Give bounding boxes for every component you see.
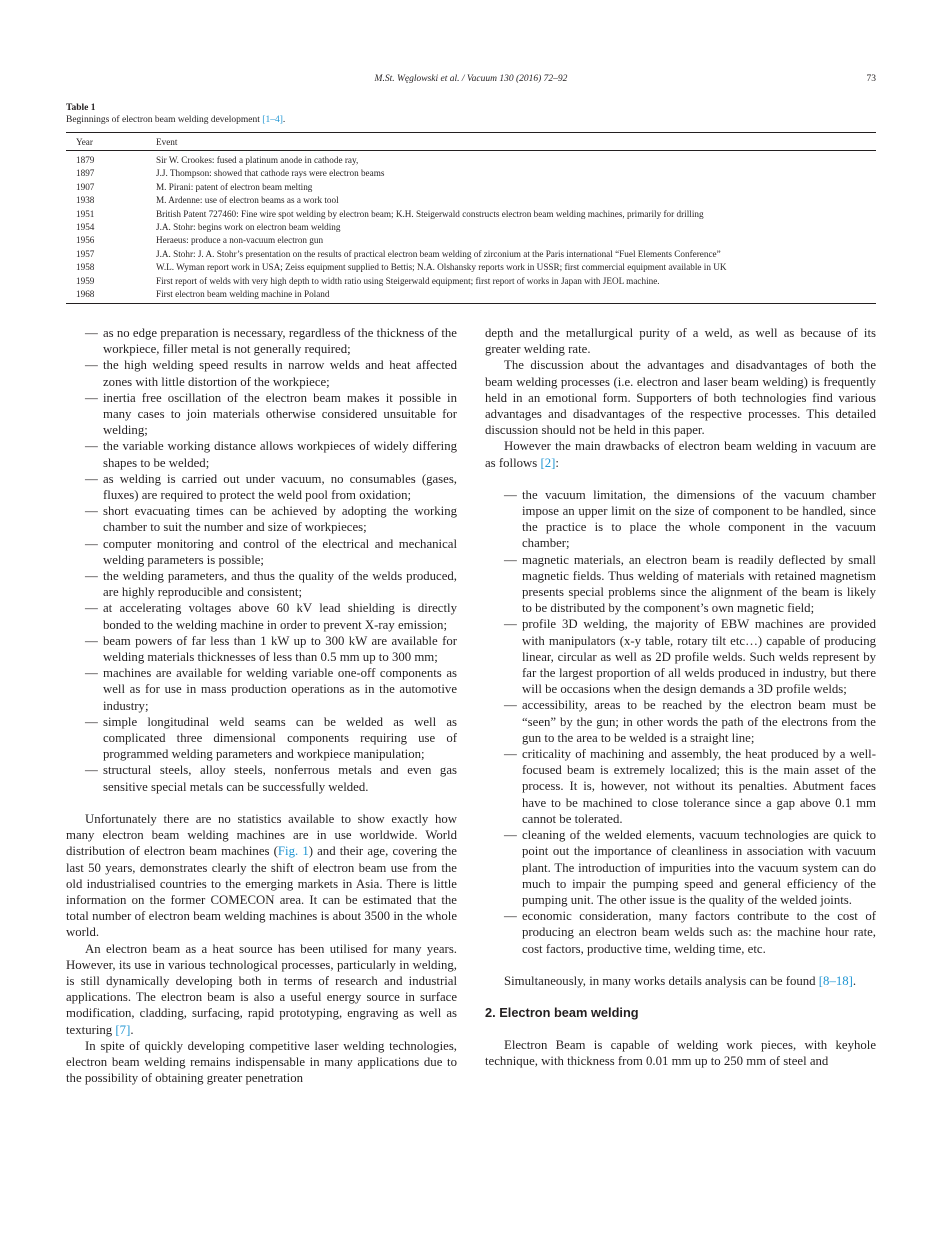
list-item: — simple longitudinal weld seams can be welded as well as complicated three dimensional components requiring use of programmed welding parameters and workpiece manipulation; (85, 714, 457, 762)
cell-event: British Patent 727460: Fine wire spot welding by electron beam; K.H. Steigerwald constructs electron beam welding machines, primarily for drilling (156, 208, 704, 219)
cell-event: First electron beam welding machine in Poland (156, 288, 876, 304)
paragraph: An electron beam as a heat source has been utilised for many years. However, its use in various technological processes, particularly in welding, is still dynamically developing both in terms of research and industrial applications. The electron beam is also a useful energy source in surface modification, cladding, surfacing, rapid prototyping, engraving as well as texturing [7]. (66, 941, 457, 1037)
spacer (485, 1021, 876, 1037)
section-heading: 2. Electron beam welding (485, 1004, 639, 1020)
cell-event: Heraeus: produce a non-vacuum electron gun (156, 235, 324, 246)
list-item: — structural steels, alloy steels, nonferrous metals and even gas sensitive special metals can be successfully welded. (85, 763, 457, 794)
list-item: — magnetic materials, an electron beam is readily deflected by small magnetic fields. Thus welding of materials with retained magnetism presents special problems since the alignment of the beam is likely to be distributed by the component’s own magnetic field; (504, 552, 876, 616)
dash-marker: — (85, 569, 98, 584)
dash-marker: — (504, 487, 517, 502)
paragraph: However the main drawbacks of electron beam welding in vacuum are as follows [2]: (485, 439, 876, 470)
table-row (66, 261, 876, 274)
cell-event: J.A. Stohr: J. A. Stohr’s presentation on the results of practical electron beam welding of zirconium at the Paris international “Fuel Elements Conference” (156, 248, 721, 259)
dash-marker: — (504, 909, 517, 924)
paragraph: Simultaneously, in many works details analysis can be found [8–18]. (504, 973, 857, 988)
list-item: — as no edge preparation is necessary, regardless of the thickness of the workpiece, filler metal is not generally required; (85, 326, 457, 357)
dash-marker: — (504, 552, 517, 567)
right-column (485, 325, 876, 1069)
list-item: — computer monitoring and control of the electrical and mechanical welding parameters is possible; (85, 536, 457, 567)
paragraph: The discussion about the advantages and disadvantages of both the beam welding processes (i.e. electron and laser beam welding) is frequently held in an emotional form. Supporters of both technologies find various advantages and disadvantages of the respective processes. This detailed discussion should not be held in this paper. (485, 358, 876, 438)
table-row (66, 275, 876, 288)
table-row (66, 151, 876, 168)
dash-marker: — (85, 666, 98, 681)
header-event: Event (156, 133, 876, 151)
citation-link[interactable]: [8–18] (818, 973, 853, 988)
list-item: — as welding is carried out under vacuum, no consumables (gases, fluxes) are required to protect the weld pool from oxidation; (85, 471, 457, 503)
table-row (66, 234, 876, 247)
dash-marker: — (504, 747, 517, 762)
cell-year: 1958 (76, 262, 95, 273)
dash-marker: — (85, 633, 98, 648)
journal-citation: M.St. Węglowski et al. / Vacuum 130 (2016) 72–92 (374, 74, 568, 84)
list-item: — the variable working distance allows workpieces of widely differing shapes to be welded; (85, 439, 457, 470)
dash-marker: — (85, 536, 98, 551)
table-caption: Beginnings of electron beam welding development [1–4]. (66, 115, 286, 125)
advantages-list (66, 325, 457, 795)
spacer (485, 957, 876, 973)
header-year: Year (66, 133, 156, 151)
list-item: — profile 3D welding, the majority of EBW machines are provided with manipulators (x-y table, rotary tilt etc…) capable of producing linear, circular as well as 2D profile welds. Such welds represent by far the largest proportion of all welds produced in industry, but there will be occasions when the design demands a 3D profile welds; (504, 617, 876, 697)
cell-year: 1907 (76, 181, 95, 192)
list-item: — the high welding speed results in narrow welds and heat affected zones with little distortion of the workpiece; (85, 358, 457, 389)
dash-marker: — (85, 439, 98, 454)
cell-event: First report of welds with very high depth to width ratio using Steigerwald equipment; first report of works in Japan with JEOL machine. (156, 275, 660, 286)
citation-link[interactable]: [2] (540, 455, 556, 470)
cell-event: W.L. Wyman report work in USA; Zeiss equipment supplied to Bettis; N.A. Olshansky reports work in USSR; first commercial equipment available in UK (156, 262, 727, 273)
dash-marker: — (85, 714, 98, 729)
dash-marker: — (85, 504, 98, 519)
table-row (66, 221, 876, 234)
cell-year: 1897 (76, 168, 95, 179)
cell-year: 1951 (76, 208, 95, 219)
table-label: Table 1 (66, 103, 96, 113)
dash-marker: — (504, 617, 517, 632)
cell-year: 1956 (76, 235, 95, 246)
table-row (66, 208, 876, 221)
list-item: — criticality of machining and assembly, the heat produced by a well-focused beam is extremely localized; this is the main asset of the process. It is, however, not without its penalties. Abutment faces have to be machined to close tolerance since a gap above 0.1 mm cannot be tolerated. (504, 747, 876, 826)
table-row (66, 248, 876, 261)
list-item: — at accelerating voltages above 60 kV lead shielding is directly bonded to the welding machine in order to prevent X-ray emission; (85, 601, 457, 632)
cell-event: M. Pirani: patent of electron beam melting (156, 181, 313, 192)
dash-marker: — (85, 358, 98, 373)
cell-event: J.A. Stohr: begins work on electron beam welding (156, 222, 341, 233)
list-item: — machines are available for welding variable one-off components as well as for use in mass production operations as in the automotive industry; (85, 666, 457, 713)
spacer (66, 795, 457, 811)
list-item: — short evacuating times can be achieved by adopting the working chamber to suit the number and size of workpieces; (85, 504, 457, 535)
table-1 (66, 102, 876, 304)
table-row (66, 181, 876, 194)
figure-link[interactable]: Fig. 1 (277, 844, 309, 859)
cell-event: M. Ardenne: use of electron beams as a work tool (156, 195, 339, 206)
table-row (66, 194, 876, 207)
drawbacks-list (485, 487, 876, 957)
page-number: 73 (866, 74, 876, 84)
list-item: — inertia free oscillation of the electron beam makes it possible in many cases to join materials otherwise considered unsuitable for welding; (85, 390, 457, 438)
paragraph: Unfortunately there are no statistics available to show exactly how many electron beam welding machines are in use worldwide. World distribution of electron beam machines (Fig. 1) and their age, covering the last 50 years, demonstrates clearly the shift of electron beam use from the old industrialised countries to the emerging markets in Asia. There is little information on the former COMECON area. It can be estimated that the total number of electron beam welding machines is about 3500 in the whole world. (66, 811, 457, 940)
paragraph: In spite of quickly developing competitive laser welding technologies, electron beam welding remains indispensable in many applications due to the possibility of obtaining greater penetration (66, 1038, 457, 1086)
cell-year: 1957 (76, 248, 95, 259)
dash-marker: — (504, 828, 517, 843)
paragraph: Electron Beam is capable of welding work pieces, with keyhole technique, with thickness from 0.01 mm up to 250 mm of steel and (485, 1037, 876, 1069)
list-item: — accessibility, areas to be reached by the electron beam must be “seen” by the gun; in other words the path of the electrons from the gun to the area to be welded is a straight line; (504, 698, 876, 745)
citation-link[interactable]: [7] (115, 1022, 131, 1037)
cell-event: Sir W. Crookes: fused a platinum anode in cathode ray, (156, 155, 359, 165)
list-item: — cleaning of the welded elements, vacuum technologies are quick to point out the importance of cleanliness in association with vacuum plant. The introduction of impurities into the vacuum system can do much to impair the pumping speed and general efficiency of the pumping unit. The other issue is the quality of the welded joints. (504, 828, 876, 907)
cell-event: J.J. Thompson: showed that cathode rays were electron beams (156, 168, 385, 179)
table-row (66, 288, 876, 304)
spacer (485, 989, 876, 1005)
list-item: — the vacuum limitation, the dimensions of the vacuum chamber impose an upper limit on the size of component to be handled, since the practice is to place the whole component in the vacuum chamber; (504, 487, 876, 551)
dash-marker: — (85, 471, 98, 486)
dash-marker: — (85, 601, 98, 616)
list-item: — the welding parameters, and thus the quality of the welds produced, are highly reproducible and consistent; (85, 569, 457, 600)
cell-year: 1879 (76, 155, 95, 165)
list-item: — beam powers of far less than 1 kW up to 300 kW are available for welding materials thicknesses of less than 0.5 mm up to 300 mm; (85, 633, 457, 665)
left-column (66, 325, 457, 1086)
cell-year: 1959 (76, 275, 95, 286)
dash-marker: — (85, 390, 98, 405)
cell-year: 1938 (76, 195, 95, 206)
table-row (66, 167, 876, 180)
table-header-row (66, 133, 876, 151)
spacer (485, 471, 876, 487)
history-table (66, 132, 876, 304)
dash-marker: — (85, 763, 98, 778)
cell-year: 1954 (76, 222, 95, 233)
cell-year: 1968 (66, 288, 156, 304)
dash-marker: — (504, 698, 517, 713)
citation-link[interactable]: [1–4] (262, 115, 283, 125)
dash-marker: — (85, 326, 98, 340)
list-item: — economic consideration, many factors contribute to the cost of producing an electron beam welds such as: the machine hour rate, cost factors, productive time, welding time, etc. (504, 909, 876, 956)
paragraph: depth and the metallurgical purity of a weld, as well as because of its greater welding rate. (485, 326, 876, 357)
running-head (66, 74, 876, 88)
